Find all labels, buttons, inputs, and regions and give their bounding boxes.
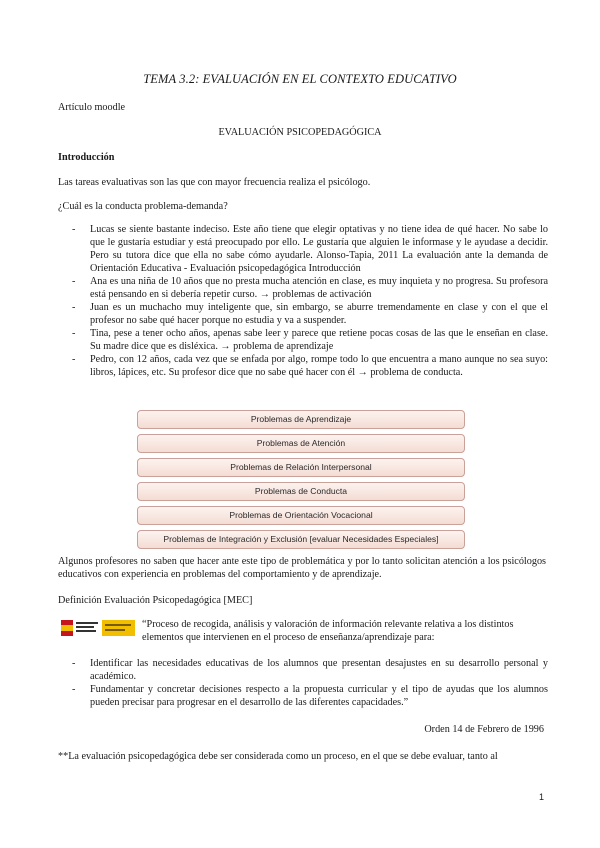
diagram-box-atencion: Problemas de Atención xyxy=(137,434,465,453)
order-reference: Orden 14 de Febrero de 1996 xyxy=(424,724,544,735)
list-item: - Pedro, con 12 años, cada vez que se enfada por algo, rompe todo lo que encuentra a mano aunque no sea suyo: libros, lápices, etc. Su profesor dice que no sabe qué hacer con él → problema de conducta. xyxy=(72,354,548,378)
question-line: ¿Cuál es la conducta problema-demanda? xyxy=(58,201,228,212)
list-item: - Ana es una niña de 10 años que no presta mucha atención en clase, es muy inquieta y no progresa. Su profesora está pensando en si debería repetir curso. → problemas de activación xyxy=(72,276,548,300)
diagram-box-orientacion: Problemas de Orientación Vocacional xyxy=(137,506,465,525)
diagram-box-relacion: Problemas de Relación Interpersonal xyxy=(137,458,465,477)
list-item: - Fundamentar y concretar decisiones respecto a la propuesta curricular y el tipo de ayudas que los alumnos pueden precisar para progresar en el desarrollo de las diferentes capacidades.” xyxy=(72,684,548,708)
problems-diagram xyxy=(137,410,465,554)
intro-heading: Introducción xyxy=(58,152,115,163)
list-item: - Juan es un muchacho muy inteligente que, sin embargo, se aburre tremendamente en clase y con el que el profesor no sabe qué hacer porque no estudia y va a suspender. xyxy=(72,302,548,326)
list-item: - Identificar las necesidades educativas de los alumnos que presentan desajustes en su desarrollo personal y académico. xyxy=(72,658,548,682)
page-number: 1 xyxy=(538,792,544,802)
after-diagram-paragraph: Algunos profesores no saben que hacer ante este tipo de problemática y por lo tanto solicitan atención a los psicólogos educativos con experiencia en problemas del comportamiento y de aprendizaje. xyxy=(58,556,546,580)
intro-text: Las tareas evaluativas son las que con mayor frecuencia realiza el psicólogo. xyxy=(58,177,371,188)
definition-quote: “Proceso de recogida, análisis y valoración de información relevante relativa a los distintos elementos que intervienen en el proceso de enseñanza/aprendizaje para: xyxy=(142,619,514,643)
diagram-box-integracion: Problemas de Integración y Exclusión [evaluar Necesidades Especiales] xyxy=(137,530,465,549)
ministry-logo xyxy=(60,619,136,637)
section-title: EVALUACIÓN PSICOPEDAGÓGICA xyxy=(218,127,382,138)
diagram-box-aprendizaje: Problemas de Aprendizaje xyxy=(137,410,465,429)
diagram-box-conducta: Problemas de Conducta xyxy=(137,482,465,501)
document-title: TEMA 3.2: EVALUACIÓN EN EL CONTEXTO EDUCATIVO xyxy=(143,72,457,86)
source-line: Artículo moodle xyxy=(58,102,126,113)
purposes-list xyxy=(58,657,548,709)
list-item: - Tina, pese a tener ocho años, apenas sabe leer y parece que retiene pocas cosas de las que le enseñan en clase. Su madre dice que es disléxica. → problema de aprendizaje xyxy=(72,328,548,352)
final-paragraph: **La evaluación psicopedagógica debe ser considerada como un proceso, en el que se debe evaluar, tanto al xyxy=(58,751,498,762)
cases-list xyxy=(58,223,548,379)
list-item: - Lucas se siente bastante indeciso. Este año tiene que elegir optativas y no tiene idea de qué hacer. No sabe lo que le gustaría estudiar y está preocupado por ello. Le gustaría que alguien le informase y le ayudase a decidir. Pero su tutora dice que ella no sabe cómo ayudarle. Alonso-Tapia, 2011 La evaluación ante la demanda de Orientación Educativa - Evaluación psicopedagógica Introducción xyxy=(72,224,548,274)
definition-heading: Definición Evaluación Psicopedagógica [MEC] xyxy=(58,595,253,606)
